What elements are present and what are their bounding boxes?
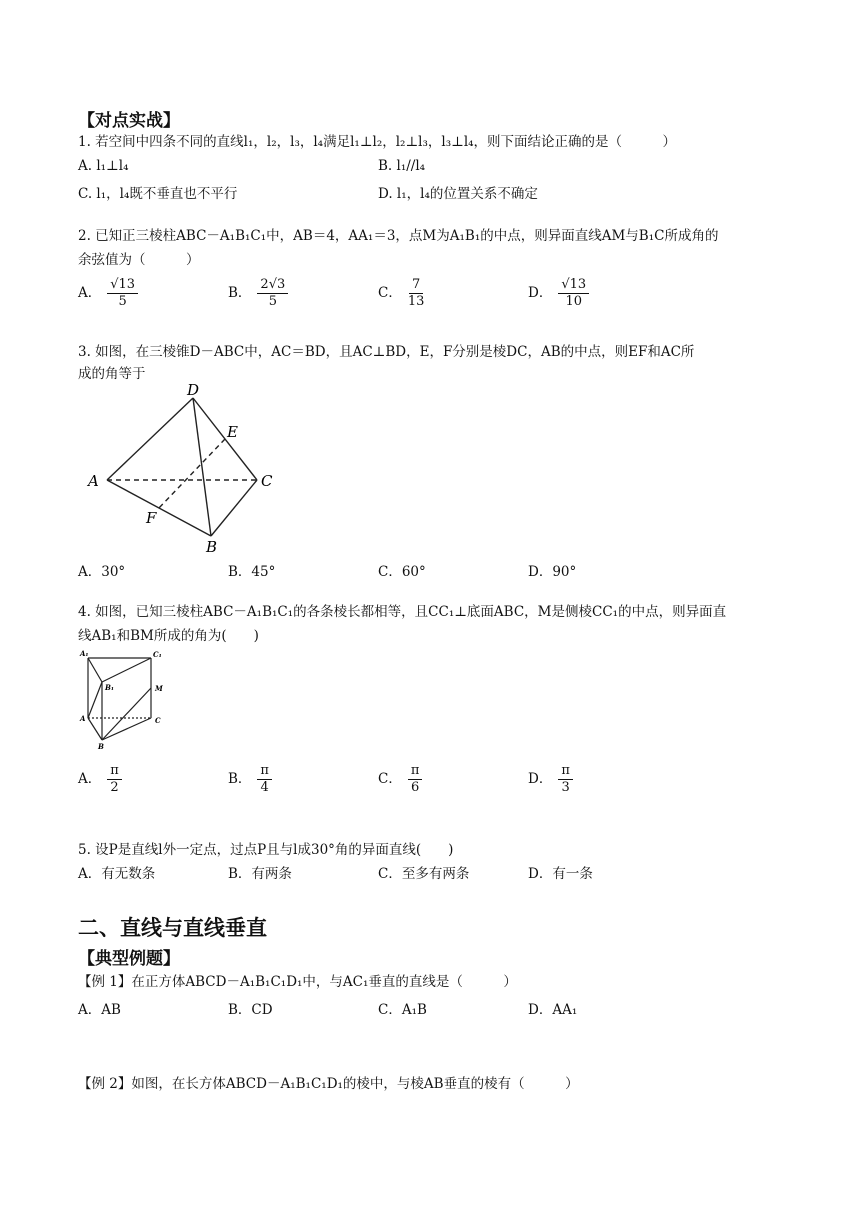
q5-option-c: C．至多有两条 — [378, 866, 470, 882]
label-e: E — [227, 423, 238, 441]
q2-option-a: A． $\frac{√13}{5}$ — [78, 278, 138, 309]
q3-option-a: A．30° — [78, 564, 126, 580]
section-subtitle-examples: 【典型例题】 — [78, 949, 180, 969]
q2-stem-line1: 2. 已知正三棱柱ABC－A₁B₁C₁中，AB＝4，AA₁＝3，点M为A₁B₁的中点，则异面直线AM与B₁C所成角的 — [78, 228, 719, 244]
segment-ab1 — [88, 682, 102, 718]
q5-option-b: B．有两条 — [228, 866, 292, 882]
q2-stem-line2: 余弦值为（ ） — [78, 252, 200, 268]
ex1-option-b: B．CD — [228, 1002, 273, 1018]
q4-option-b: B． $\frac{\pi}{4}$ — [228, 764, 272, 795]
label-b1: B₁ — [105, 683, 114, 692]
section-title-perpendicular: 二、直线与直线垂直 — [78, 916, 267, 940]
edge-ab — [107, 480, 211, 536]
q3-option-b: B．45° — [228, 564, 276, 580]
segment-bm — [102, 688, 151, 740]
edge-ad — [107, 398, 193, 480]
label-a: A — [80, 714, 86, 723]
tetrahedron-figure — [78, 378, 298, 558]
q2-option-c: C． $\frac{7}{13}$ — [378, 277, 425, 309]
edge-bc — [211, 480, 257, 536]
edge-b1c1 — [102, 658, 151, 682]
q5-option-d: D．有一条 — [528, 866, 593, 882]
ex1-stem: 【例 1】在正方体ABCD－A₁B₁C₁D₁中，与AC₁垂直的直线是（ ） — [78, 974, 517, 990]
prism-figure — [78, 648, 178, 752]
ex1-option-a: A．AB — [78, 1002, 121, 1018]
label-f: F — [146, 509, 157, 527]
q2-option-d: D． $\frac{√13}{10}$ — [528, 278, 589, 309]
edge-a1b1 — [88, 658, 102, 682]
q1-option-b: B. l₁//l₄ — [378, 158, 426, 174]
label-d: D — [187, 381, 200, 399]
section-title-practice: 【对点实战】 — [78, 111, 180, 131]
q3-stem-line1: 3. 如图，在三棱锥D－ABC中，AC＝BD，且AC⊥BD，E，F分别是棱DC，AB的中点，则EF和AC所 — [78, 344, 695, 360]
q4-option-a: A． $\frac{\pi}{2}$ — [78, 764, 122, 795]
q1-stem: 1. 若空间中四条不同的直线l₁，l₂，l₃，l₄满足l₁⊥l₂，l₂⊥l₃，l₃⊥l₄，则下面结论正确的是（ ） — [78, 134, 677, 150]
label-b: B — [206, 538, 218, 556]
label-b: B — [98, 742, 104, 751]
q3-option-d: D．90° — [528, 564, 577, 580]
edge-bc — [102, 718, 151, 740]
label-a1: A₁ — [80, 649, 89, 658]
ex1-option-d: D．AA₁ — [528, 1002, 578, 1018]
q1-option-d: D. l₁，l₄的位置关系不确定 — [378, 186, 538, 202]
q5-stem: 5. 设P是直线l外一定点，过点P且与l成30°角的异面直线( ) — [78, 842, 454, 858]
q1-option-a: A. l₁⊥l₄ — [78, 158, 129, 174]
q4-stem-line2: 线AB₁和BM所成的角为( ) — [78, 628, 259, 644]
q4-option-d: D． $\frac{\pi}{3}$ — [528, 764, 573, 795]
q3-stem-line2: 成的角等于 — [78, 366, 146, 382]
q4-option-c: C． $\frac{\pi}{6}$ — [378, 764, 422, 795]
edge-ab — [88, 718, 102, 740]
ex1-option-c: C．A₁B — [378, 1002, 427, 1018]
segment-ef-hidden — [159, 439, 225, 508]
q3-option-c: C．60° — [378, 564, 426, 580]
ex2-stem: 【例 2】如图，在长方体ABCD－A₁B₁C₁D₁的棱中，与棱AB垂直的棱有（ ） — [78, 1076, 579, 1092]
label-a: A — [88, 472, 99, 490]
label-c: C — [155, 716, 161, 725]
q4-stem-line1: 4. 如图，已知三棱柱ABC－A₁B₁C₁的各条棱长都相等，且CC₁⊥底面ABC，M是侧棱CC₁的中点，则异面直 — [78, 604, 727, 620]
q5-option-a: A．有无数条 — [78, 866, 156, 882]
q1-option-c: C. l₁，l₄既不垂直也不平行 — [78, 186, 238, 202]
q2-option-b: B． $\frac{2√3}{5}$ — [228, 278, 288, 309]
label-c: C — [261, 472, 273, 490]
label-m: M — [155, 684, 163, 693]
label-c1: C₁ — [153, 650, 162, 659]
